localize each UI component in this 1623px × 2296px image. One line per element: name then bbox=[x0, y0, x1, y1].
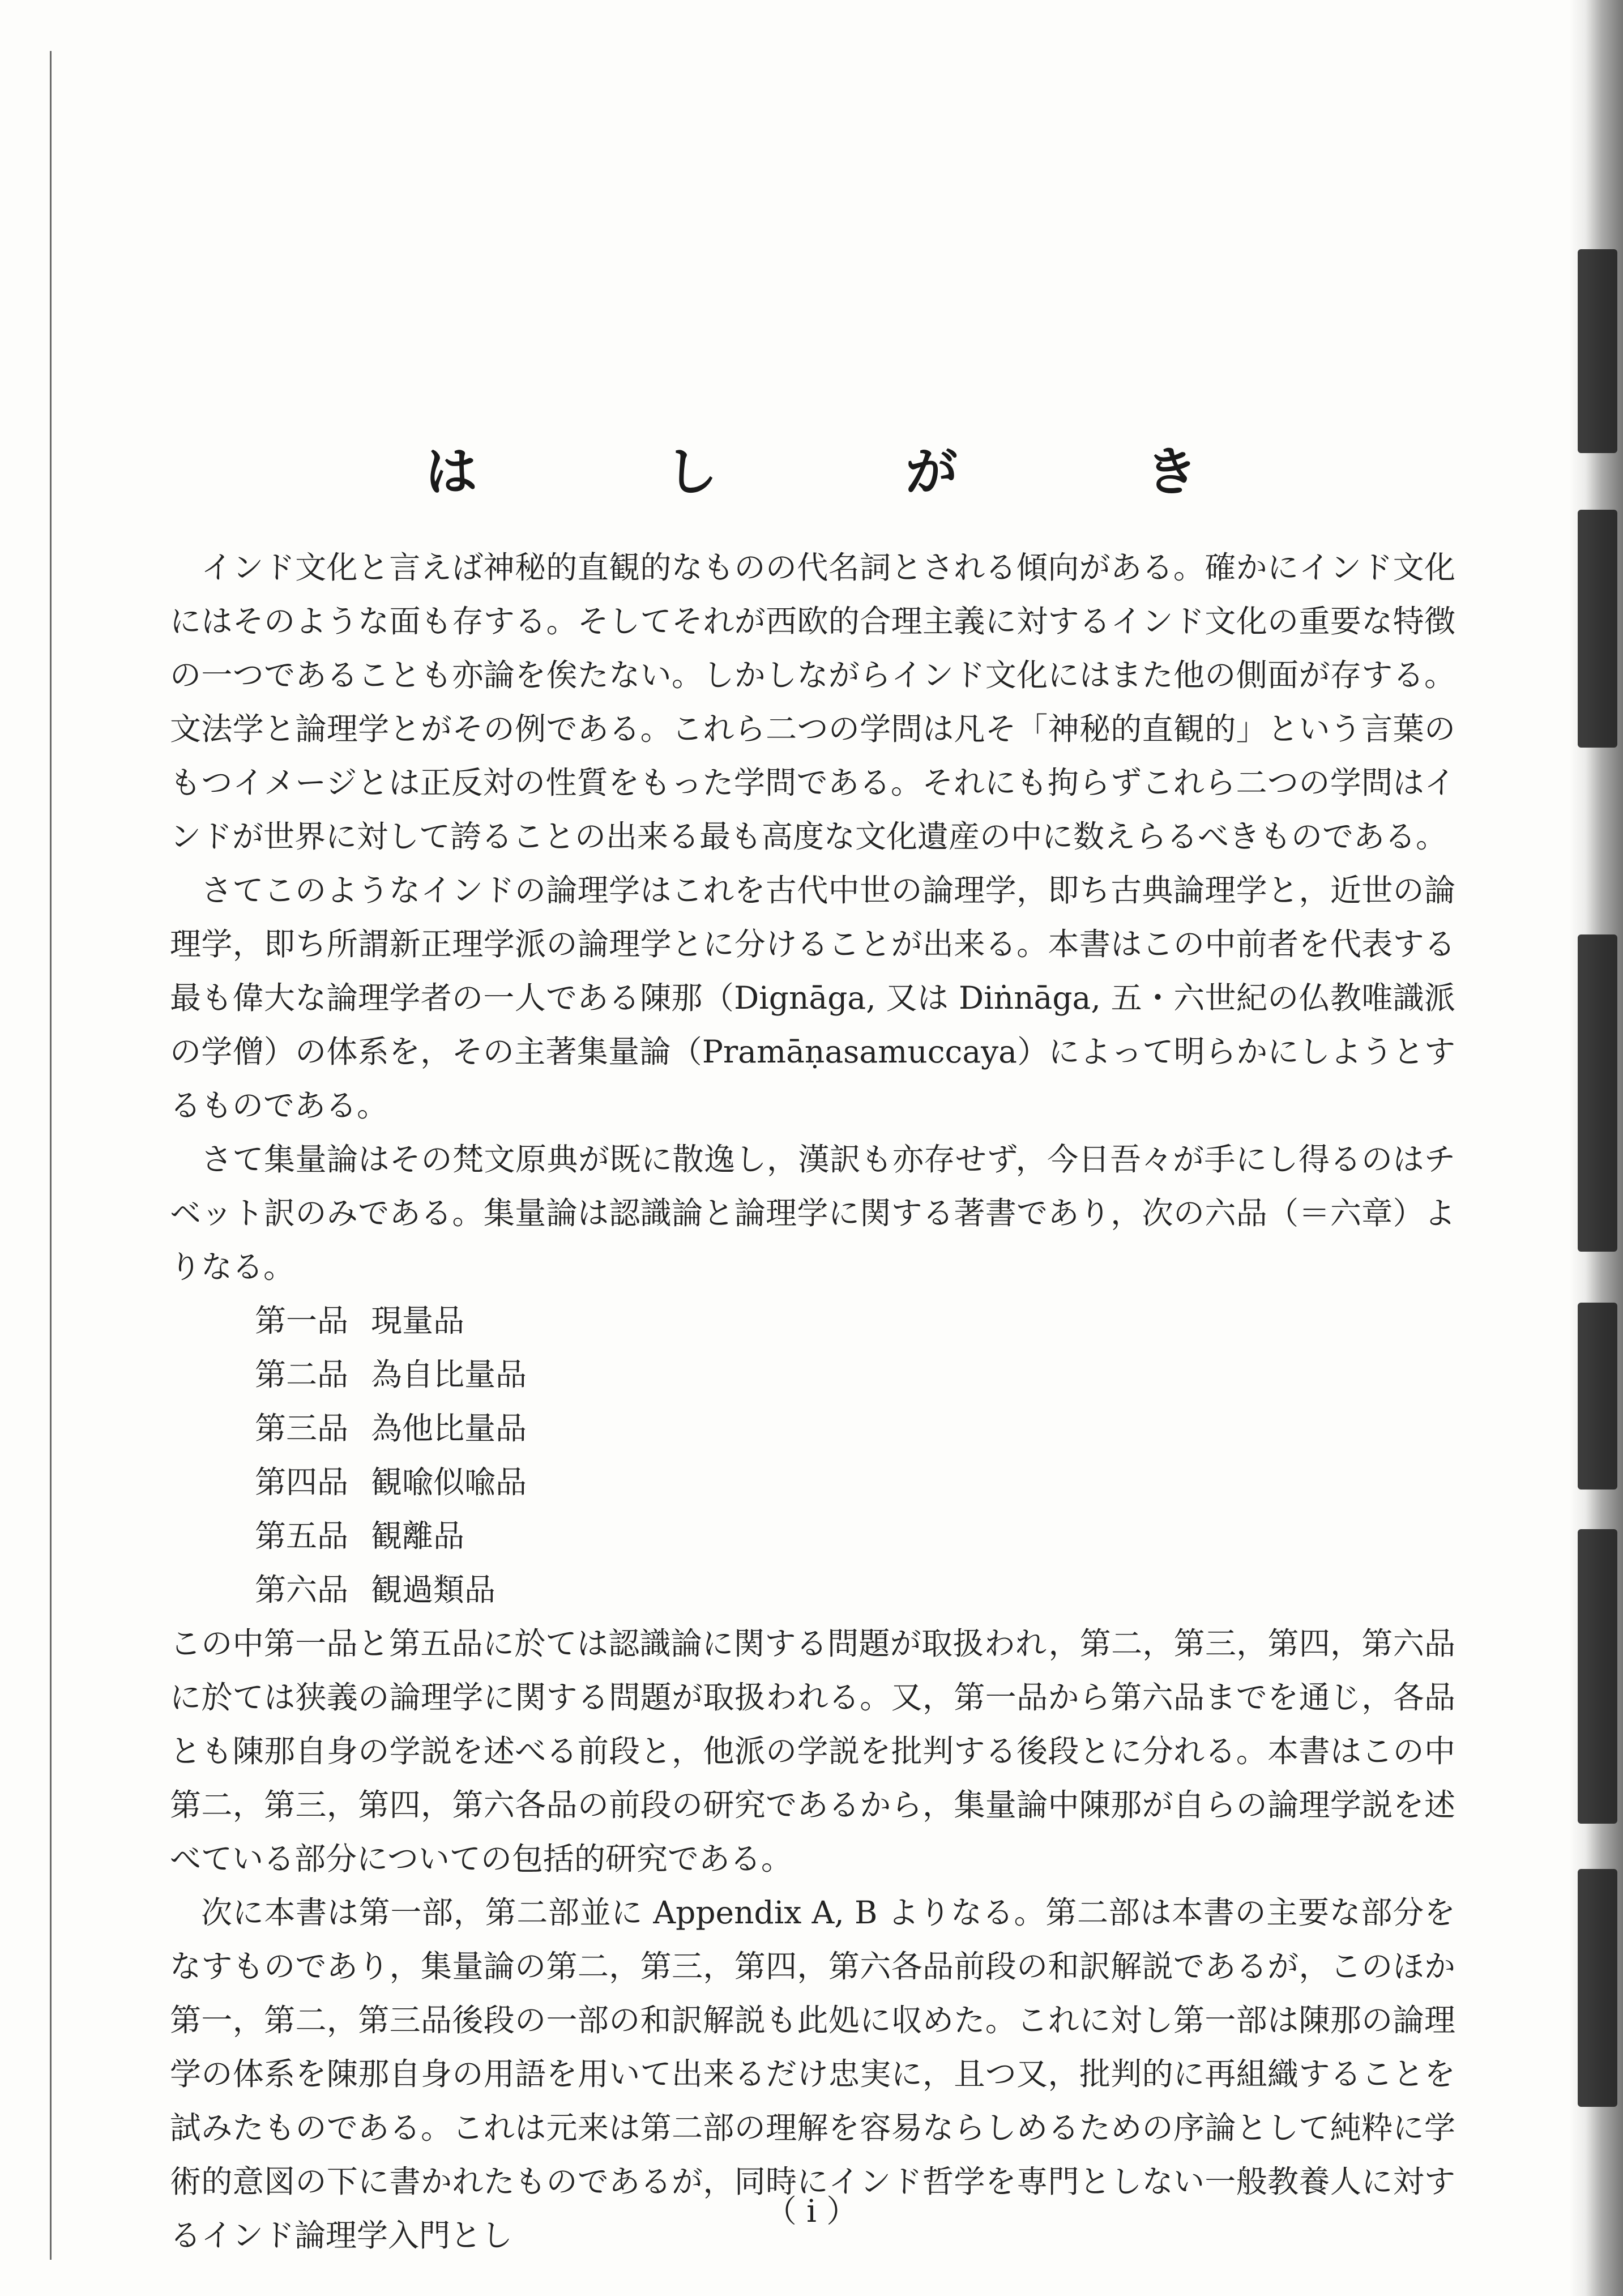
scan-margin-line bbox=[50, 51, 52, 2260]
paragraph-4: この中第一品と第五品に於ては認識論に関する問題が取扱われ，第二，第三，第四，第六品に於ては狭義の論理学に関する問題が取扱われる。又，第一品から第六品までを通じ，各品とも陳那自身の学説を述べる前段と，他派の学説を批判する後段とに分れる。本書はこの中第二，第三，第四，第六各品の前段の研究であるから，集量論中陳那が自らの論理学説を述べている部分についての包括的研究である。 bbox=[170, 1625, 1455, 1877]
chapter-name: 観過類品 bbox=[371, 1572, 496, 1608]
chapter-list bbox=[170, 1294, 1455, 1617]
page-title: は し が き bbox=[425, 441, 1266, 502]
chapter-number: 第四品 bbox=[255, 1464, 349, 1500]
chapter-number: 第六品 bbox=[255, 1572, 349, 1608]
chapter-item bbox=[170, 1294, 1455, 1348]
chapter-item bbox=[170, 1456, 1455, 1509]
scan-binding-blot bbox=[1578, 934, 1617, 1252]
chapter-item bbox=[170, 1402, 1455, 1456]
scan-binding-blot bbox=[1578, 1869, 1617, 2107]
chapter-number: 第五品 bbox=[255, 1518, 349, 1554]
chapter-name: 観喩似喩品 bbox=[371, 1464, 527, 1500]
scan-binding-blot bbox=[1578, 249, 1617, 453]
page-number: （ i ） bbox=[765, 2193, 858, 2229]
chapter-name: 為他比量品 bbox=[371, 1410, 527, 1446]
paragraph-2: さてこのようなインドの論理学はこれを古代中世の論理学，即ち古典論理学と，近世の論理学，即ち所謂新正理学派の論理学とに分けることが出来る。本書はこの中前者を代表する最も偉大な論理学者の一人である陳那（Dignāga, 又は Diṅnāga, 五・六世紀の仏教唯識派の学僧）の体系を，その主著集量論（Pramāṇasamuccaya）によって明らかにしようとするものである。 bbox=[170, 872, 1455, 1124]
chapter-name: 為自比量品 bbox=[371, 1356, 527, 1393]
paragraph-5: 次に本書は第一部，第二部並に Appendix A, B よりなる。第二部は本書の主要な部分をなすものであり，集量論の第二，第三，第四，第六各品前段の和訳解説であるが，このほか第一，第二，第三品後段の一部の和訳解説も此処に収めた。これに対し第一部は陳那の論理学の体系を陳那自身の用語を用いて出来るだけ忠実に，且つ又，批判的に再組織することを試みたものである。これは元来は第二部の理解を容易ならしめるための序論として純粋に学術的意図の下に書かれたものであるが，同時にインド哲学を専門としない一般教養人に対するインド論理学入門とし bbox=[170, 1894, 1455, 2254]
chapter-number: 第二品 bbox=[255, 1356, 349, 1393]
scan-binding-blot bbox=[1578, 1529, 1617, 1824]
chapter-name: 観離品 bbox=[371, 1518, 465, 1554]
chapter-name: 現量品 bbox=[371, 1303, 465, 1339]
paragraph-3: さて集量論はその梵文原典が既に散逸し，漢訳も亦存せず，今日吾々が手にし得るのはチベット訳のみである。集量論は認識論と論理学に関する著書であり，次の六品（＝六章）よりなる。 bbox=[170, 1141, 1455, 1285]
chapter-item bbox=[170, 1348, 1455, 1402]
paragraph-1: インド文化と言えば神秘的直観的なものの代名詞とされる傾向がある。確かにインド文化にはそのような面も存する。そしてそれが西欧的合理主義に対するインド文化の重要な特徴の一つであることも亦論を俟たない。しかしながらインド文化にはまた他の側面が存する。文法学と論理学とがその例である。これら二つの学問は凡そ「神秘的直観的」という言葉のもつイメージとは正反対の性質をもった学問である。それにも拘らずこれら二つの学問はインドが世界に対して誇ることの出来る最も高度な文化遺産の中に数えらるべきものである。 bbox=[170, 549, 1455, 855]
preface-body bbox=[170, 541, 1455, 2263]
chapter-number: 第三品 bbox=[255, 1410, 349, 1446]
scan-binding-blot bbox=[1578, 1303, 1617, 1490]
chapter-item bbox=[170, 1563, 1455, 1617]
scan-binding-blot bbox=[1578, 510, 1617, 748]
chapter-item bbox=[170, 1509, 1455, 1563]
chapter-number: 第一品 bbox=[255, 1303, 349, 1339]
